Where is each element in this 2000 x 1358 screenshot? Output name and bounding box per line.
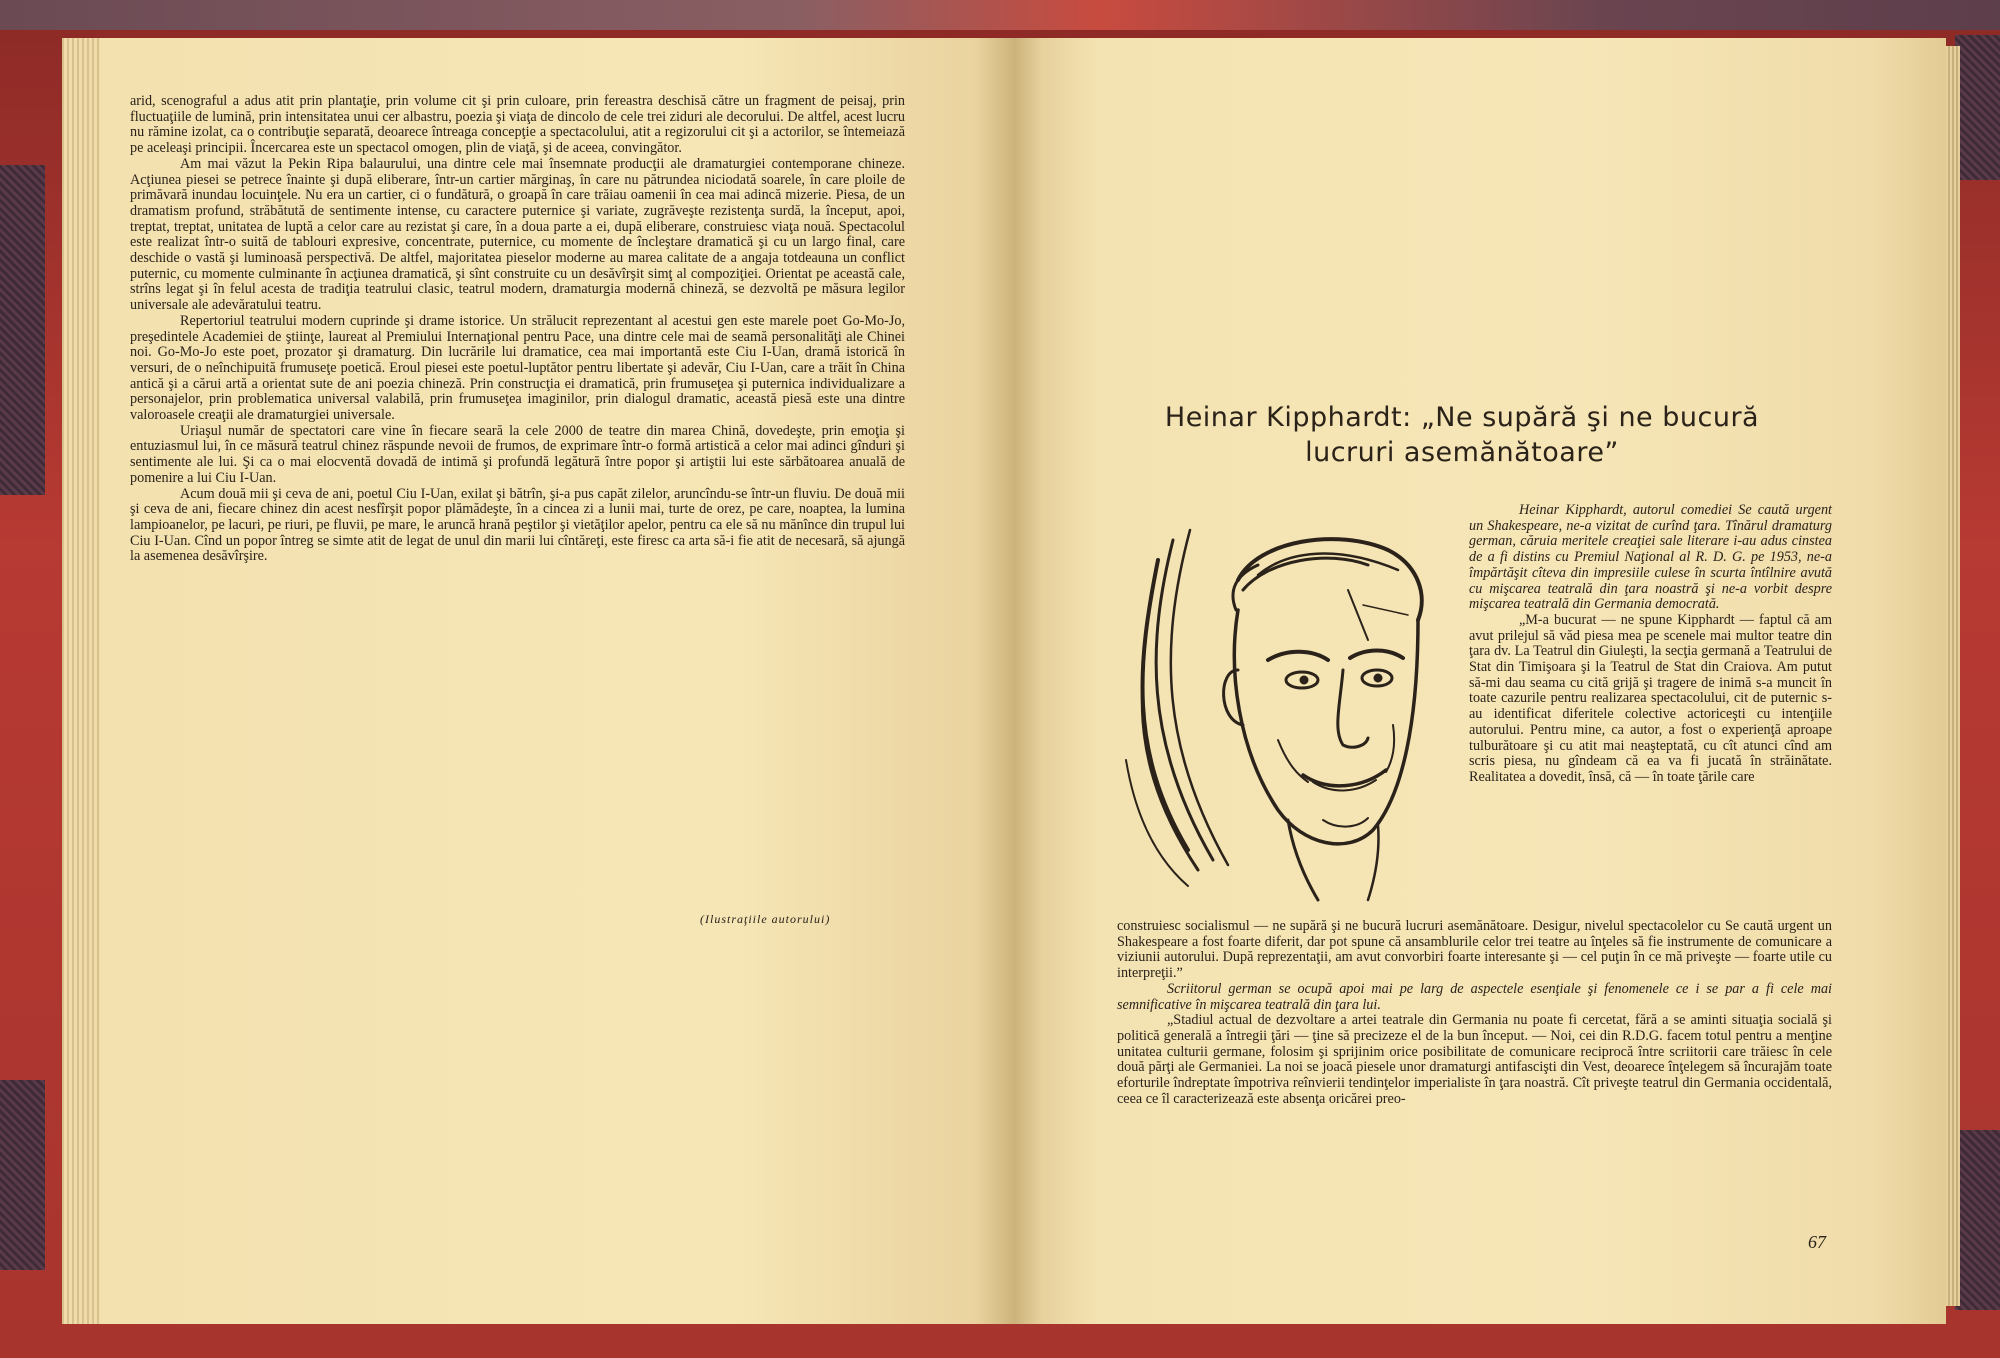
- full-paragraph-2: Scriitorul german se ocupă apoi mai pe larg de aspectele esenţiale şi fenomenele ce i se par a fi cele mai semnificative în mişcarea teatrală din ţara lui.: [1117, 980, 1832, 1013]
- cover-corner-top-left: [0, 165, 45, 495]
- illustration-credit: (Ilustraţiile autorului): [700, 912, 831, 926]
- quote-paragraph: „M-a bucurat — ne spune Kipphardt — faptul că am avut prilejul să văd piesa mea pe scenele mai multor teatre din ţara dv. La Teatrul din Giuleşti, la secţia germană a Teatrului de Stat din Timişoara şi la Teatrul de Stat din Craiova. Am putut să-mi dau seama cu cită grijă şi tragere de inimă s-a muncit în toate cazurile pentru realizarea spectacolului, cit de puternic s-au identificat diferitele colective actoriceşti cu intenţiile autorului. Pentru mine, ca autor, a fost o experienţă aproape tulburătoare şi cu atit mai neaşteptată, cu cît atunci cînd am scris piesa, nu gîndeam că ea va fi jucată în străinătate. Realitatea a dovedit, însă, că — în toate ţările care: [1469, 611, 1832, 785]
- full-paragraph-3: „Stadiul actual de dezvoltare a artei teatrale din Germania nu poate fi cercetat, fără a se aminti situaţia socială şi politică generală a întregii ţări — ţine să precizeze el de la bun început. — Noi, cei din R.D.G. facem totul pentru a menţine unitatea culturii germane, folosim şi sprijinim orice posibilitate de comunicare reciprocă între scriitorii care trăiesc în cele două părţi ale Germaniei. La noi se joacă piesele unor dramaturgi antifascişti din Vest, deoarece înţelegem să încurajăm toate eforturile îndreptate împotriva reînvierii tendinţelor imperialiste în ţara noastră. Cît priveşte teatrul din Germania occidentală, ceea ce îl caracterizează este absenţa oricărei preo-: [1117, 1012, 1832, 1107]
- article-full-width-text: [1117, 919, 1832, 1107]
- page-number: 67: [1808, 1232, 1826, 1252]
- article-intro-column: [1469, 503, 1832, 786]
- left-paragraph-3: Repertoriul teatrului modern cuprinde şi drame istorice. Un strălucit reprezentant al acestui gen este marele poet Go-Mo-Jo, preşedintele Academiei de ştiinţe, laureat al Premiului Internaţional pentru Pace, una dintre cele mai de seamă personalităţi ale Chinei noi. Go-Mo-Jo este poet, prozator şi dramaturg. Din lucrările lui dramatice, cea mai importantă este Ciu I-Uan, dramă istorică în versuri, de o neînchipuită frumuseţe poetică. Eroul piesei este poetul-luptător pentru libertate şi adevăr, Ciu I-Uan, care a trăit în China antică şi a cărui artă a orientat sute de ani poezia chineză. Prin construcţia ei dramatică, prin frumuseţea şi puternica individualizare a personajelor, prin problematica universal valabilă, prin frumuseţea imaginilor, prin dialogul dramatic, această piesă este una dintre valoroasele creaţii ale dramaturgiei universale.: [130, 312, 905, 424]
- left-paragraph-4: Uriaşul număr de spectatori care vine în fiecare seară la cele 2000 de teatre din marea Chină, dovedeşte, prin emoţia şi entuziasmul lui, în ce măsură teatrul chinez răspunde nevoii de frumos, de exprimare într-o formă artistică a celor mai adinci gînduri şi sentimente ale lui. Şi ca o mai elocventă dovadă de intimă şi profundă legătură între popor şi artiştii lui este sărbătoarea anuală de pomenire a lui Ciu I-Uan.: [130, 422, 905, 486]
- cover-top-edge: [0, 0, 2000, 30]
- left-paragraph-2: Am mai văzut la Pekin Ripa balaurului, una dintre cele mai însemnate producţii ale dramaturgiei contemporane chineze. Acţiunea piesei se petrece înainte şi după eliberare, într-un cartier mărginaş, în care nu pătrundea niciodată soarele, în care ploile de primăvară inundau locuinţele. Nu era un cartier, ci o fundătură, o groapă în care trăiau oamenii în cea mai adincă mizerie. Piesa, de un dramatism profund, străbătută de sentimente intense, cu caractere puternice şi variate, zugrăveşte rezistenţa surdă, la început, apoi, treptat, treptat, unitatea de luptă a celor care au rezistat şi care, în a doua parte a ei, după eliberare, construiesc viaţa nouă. Spectacolul este realizat într-o suită de tablouri expresive, concentrate, puternice, cu momente de încleştare dramatică şi cu un largo final, care deschide o vastă şi luminoasă perspectivă. De altfel, majoritatea pieselor moderne au marea calitate de a angaja totdeauna un conflict puternic, cu momente culminante în acţiunea dramatică, şi sînt construite cu un desăvîrşit simţ al compoziţiei. Orientat pe această cale, strîns legat şi în felul acesta de tradiţia teatrului clasic, teatrul modern, dramaturgia modernă chineză, se dezvoltă pe măsura legilor universale ale adevăratului teatru.: [130, 155, 905, 314]
- left-paragraph-1: arid, scenograful a adus atit prin plantaţie, prin volume cit şi prin culoare, prin fereastra deschisă către un fragment de peisaj, prin fluctuaţiile de lumină, prin intensitatea unui cer albastru, poezia şi viaţa de dincolo de cele trei ziduri ale decorului. De altfel, acest lucru nu rămine izolat, ca o contribuţie separată, deoarece întreaga concepţie a spectacolului, atit a regizorului cit şi a actorilor, se întemeiază pe aceleaşi principii. Încercarea este un spectacol omogen, plin de viaţă, şi de aceea, convingător.: [130, 93, 905, 157]
- full-paragraph-1: construiesc socialismul — ne supără şi ne bucură lucruri asemănătoare. Desigur, nivelul spectacolelor cu Se caută urgent un Shakespeare a fost foarte diferit, dar pot spune că ansamblurile celor trei teatre au înţeles să fie instrumente de comunicare a viziunii autorului. După reprezentaţii, am avut convorbiri foarte interesante şi — cel puţin în ce mă priveşte — foarte utile cu interpreţii.”: [1117, 918, 1832, 982]
- cover-corner-bottom-right: [1955, 1130, 2000, 1310]
- left-page-text: [130, 94, 905, 565]
- headline-line-2: lucruri asemănătoare”: [1305, 437, 1619, 468]
- portrait-illustration: [1118, 520, 1468, 906]
- cover-corner-bottom-left: [0, 1080, 45, 1270]
- headline-line-1: Heinar Kipphardt: „Ne supără şi ne bucură: [1164, 402, 1760, 433]
- intro-paragraph: Heinar Kipphardt, autorul comediei Se caută urgent un Shakespeare, ne-a vizitat de curînd ţara. Tînărul dramaturg german, căruia meritele creaţiei sale literare i-au adus cinstea de a fi distins cu Premiul Naţional al R. D. G. pe 1953, ne-a împărtăşit cîteva din impresiile culese în scurta întîlnire avută cu mişcarea teatrală din ţara noastră şi ne-a vorbit despre mişcarea teatrală din Germania democrată.: [1469, 502, 1832, 613]
- article-headline: [1162, 400, 1762, 470]
- left-paragraph-5: Acum două mii şi ceva de ani, poetul Ciu I-Uan, exilat şi bătrîn, şi-a pus capăt zilelor, aruncîndu-se într-un fluviu. De două mii şi ceva de ani, fiecare chinez din acest nesfîrşit popor plămădeşte, în a cincea zi a lunii mai, turte de orez, pe care, noaptea, la lumina lampioanelor, pe lacuri, pe riuri, pe fluvii, pe mare, le aruncă hrană peştilor şi vietăţilor apelor, pentru ca ele să nu mănînce din trupul lui Ciu I-Uan. Cînd un popor întreg se simte atit de legat de unul din marii lui cîntăreţi, este firesc ca arta să-i fie atit de necesară, să ajungă la asemenea desăvîrşire.: [130, 485, 905, 565]
- cover-corner-top-right: [1955, 35, 2000, 180]
